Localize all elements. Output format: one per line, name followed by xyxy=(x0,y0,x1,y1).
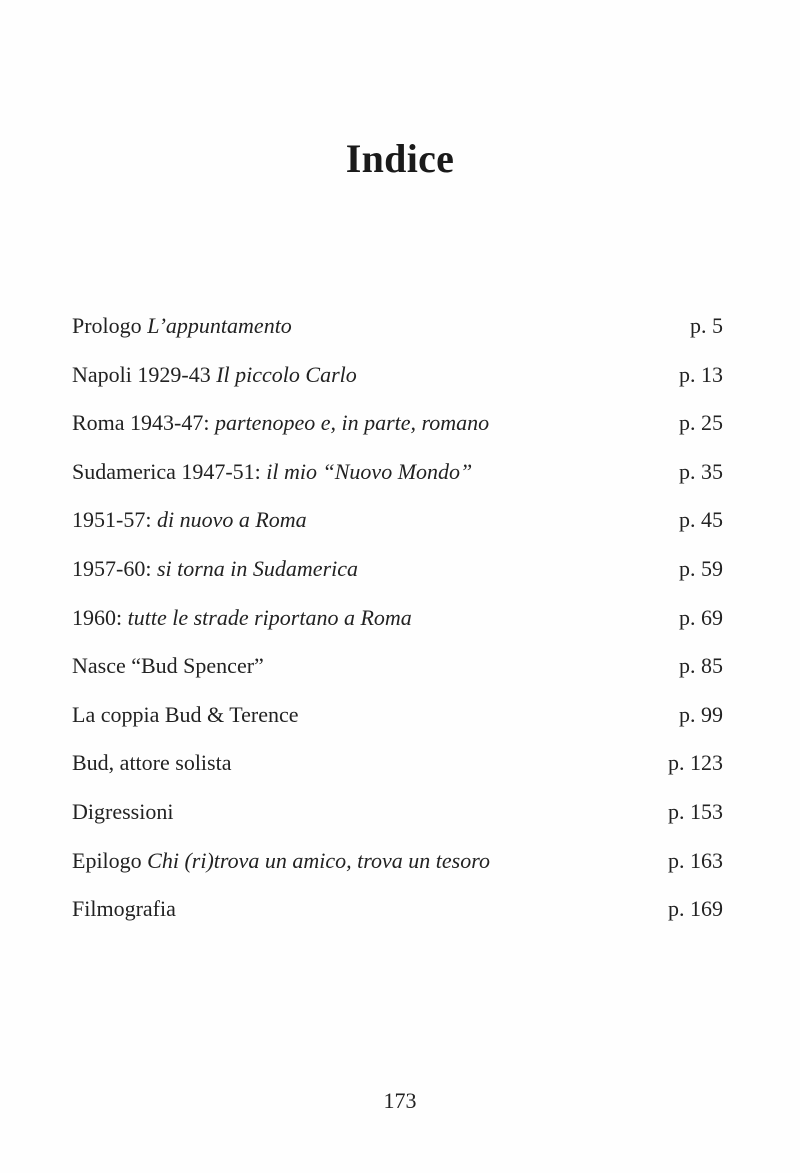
toc-entry xyxy=(72,600,723,649)
toc-entry-title xyxy=(72,454,472,490)
toc-entry-lead: Roma 1943-47: xyxy=(72,410,215,436)
toc-entry-title xyxy=(72,357,357,393)
toc-entry xyxy=(72,794,723,843)
toc-entry-subtitle: tutte le strade riportano a Roma xyxy=(127,604,412,630)
toc-entry-lead: Filmografia xyxy=(72,896,176,922)
toc-entry-page: p. 35 xyxy=(679,458,723,484)
toc-entry xyxy=(72,405,723,454)
toc-entry-lead: Bud, attore solista xyxy=(72,750,232,776)
toc-entry-title xyxy=(72,308,292,344)
toc-entry-title xyxy=(72,502,307,538)
toc-entry-page: p. 85 xyxy=(679,653,723,679)
toc-entry-lead: La coppia Bud & Terence xyxy=(72,701,299,727)
toc-entry-page: p. 13 xyxy=(679,361,723,387)
toc-entry-title xyxy=(72,648,264,684)
toc-entry-lead: 1957-60: xyxy=(72,555,157,581)
toc-entry-page: p. 5 xyxy=(690,313,723,338)
toc-entry-lead: Digressioni xyxy=(72,798,174,824)
toc-entry-page: p. 69 xyxy=(679,604,723,630)
toc-entry-page: p. 169 xyxy=(668,896,723,922)
toc-entry xyxy=(72,745,723,794)
toc-entry-subtitle: di nuovo a Roma xyxy=(156,507,307,533)
toc-entry xyxy=(72,308,723,357)
toc-entry-lead: Prologo xyxy=(72,313,148,338)
toc-entry-title xyxy=(72,843,490,879)
toc-entry xyxy=(72,454,723,503)
page-title: Indice xyxy=(345,135,455,181)
toc-entry-page: p. 123 xyxy=(668,750,723,776)
toc-entry-subtitle: Chi (ri)trova un amico, trova un tesoro xyxy=(147,847,490,873)
toc-entry-title xyxy=(72,600,412,636)
toc-entry-page: p. 99 xyxy=(679,701,723,727)
toc-entry-subtitle: L’appuntamento xyxy=(147,313,292,338)
table-of-contents xyxy=(72,308,723,940)
toc-entry xyxy=(72,551,723,600)
toc-entry xyxy=(72,697,723,746)
toc-entry xyxy=(72,502,723,551)
toc-entry-title xyxy=(72,891,176,927)
toc-entry-title xyxy=(72,794,173,830)
toc-entry-lead: 1960: xyxy=(72,604,128,630)
toc-entry-subtitle: si torna in Sudamerica xyxy=(156,555,359,581)
toc-entry-lead: Napoli 1929-43 xyxy=(72,361,217,387)
toc-entry xyxy=(72,843,723,892)
toc-entry xyxy=(72,891,723,940)
toc-entry xyxy=(72,648,723,697)
toc-entry-page: p. 163 xyxy=(668,847,723,873)
toc-entry-page: p. 59 xyxy=(679,555,723,581)
toc-entry-page: p. 25 xyxy=(679,410,723,436)
toc-entry-subtitle: Il piccolo Carlo xyxy=(216,361,357,387)
toc-entry-lead: 1951-57: xyxy=(72,507,157,533)
toc-entry xyxy=(72,357,723,406)
toc-entry-subtitle: il mio “Nuovo Mondo” xyxy=(266,458,473,484)
page-number: 173 xyxy=(383,1088,417,1113)
toc-entry-title xyxy=(72,745,231,781)
toc-entry-title xyxy=(72,697,299,733)
toc-entry-lead: Sudamerica 1947-51: xyxy=(72,458,267,484)
toc-entry-lead: Epilogo xyxy=(72,847,148,873)
toc-entry-page: p. 45 xyxy=(679,507,723,533)
toc-entry-subtitle: partenopeo e, in parte, romano xyxy=(215,410,490,436)
toc-entry-title xyxy=(72,551,358,587)
toc-entry-page: p. 153 xyxy=(668,798,723,824)
toc-entry-lead: Nasce “Bud Spencer” xyxy=(72,653,264,679)
toc-entry-title xyxy=(72,405,489,441)
